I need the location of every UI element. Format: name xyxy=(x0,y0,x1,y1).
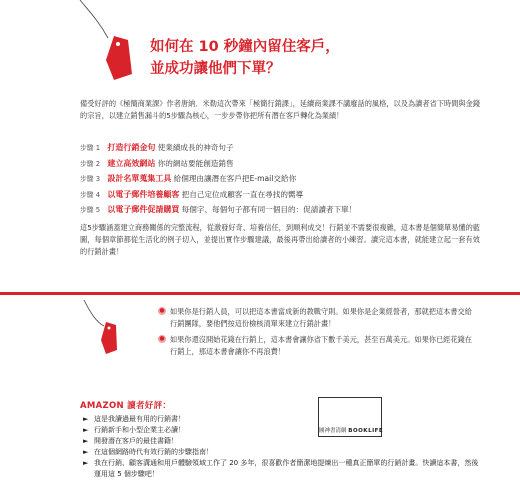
section-divider xyxy=(0,292,520,295)
step-item xyxy=(80,202,500,218)
audience-bullet xyxy=(158,334,478,358)
circle-bullet-icon: ● xyxy=(159,335,165,342)
triangle-bullet-icon: ► xyxy=(83,437,89,445)
review-item xyxy=(82,425,482,436)
reviews-list xyxy=(82,414,482,480)
badge-booklife-text: BOOKLIFE xyxy=(348,428,384,434)
review-text: 我在行銷、顧客溝通和用戶體驗領域工作了 20 多年，很喜歡作者簡潔地提煉出一種真正簡單的行銷計畫。快讀這本書，然後運用這 5 個步驟吧！ xyxy=(94,459,479,478)
step-number: 步驟 4 xyxy=(80,190,101,199)
step-item xyxy=(80,140,500,156)
triangle-bullet-icon: ► xyxy=(83,459,89,467)
step-item xyxy=(80,187,500,203)
headline xyxy=(150,36,490,80)
audience-bullet-text: 如果你是行銷人員，可以把這本書當成新的教戰守則。如果你是企業經營者，那就把這本書交給行銷團隊，要他們按這份檢核清單來建立行銷計畫！ xyxy=(170,307,472,328)
step-keyword: 建立高效網站 xyxy=(107,158,156,168)
review-item xyxy=(82,436,482,447)
closing-paragraph: 這5步驟涵蓋建立商務關係的完整流程，從激發好奇、培養信任，到順利成交！行銷並不需要很複雜，這本書是個簡單易懂的藍圖，每個章節都從生活化的例子切入，並提出實作步驟建議，最後再帶出給讀者的小練習。讀完這本書，就能建立起一套有效的行銷計畫！ xyxy=(80,223,480,256)
step-description: 你的網站要能創造銷售 xyxy=(157,158,234,168)
step-keyword: 設計名單蒐集工具 xyxy=(107,174,172,183)
step-number: 步驟 1 xyxy=(80,144,101,152)
audience-bullets xyxy=(158,306,478,362)
headline-line-1: 如何在 10 秒鐘內留住客戶， xyxy=(150,39,340,55)
step-number: 步驟 5 xyxy=(80,206,101,214)
review-item xyxy=(82,414,482,425)
tag-string xyxy=(78,0,118,40)
triangle-bullet-icon: ► xyxy=(83,426,89,434)
step-item xyxy=(80,156,500,172)
step-description: 每個字、每個句子都有同一個目的：促請讀者下單！ xyxy=(181,205,357,214)
review-text: 開發潛在客戶的最佳書籍！ xyxy=(94,437,178,445)
step-keyword: 打造行銷金句 xyxy=(107,143,156,152)
circle-bullet-icon: ● xyxy=(159,307,165,314)
intro-paragraph: 備受好評的《極簡商業課》作者唐納．米勒這次帶來「極簡行銷課」，延續商業課不講廢話的風格，以及為讀者省下時間與金錢的宗旨，以建立銷售漏斗的5步驟為核心，一步步帶你把所有潛在客戶轉化為業績！ xyxy=(80,99,480,120)
step-item xyxy=(80,171,500,187)
review-item xyxy=(82,447,482,458)
triangle-bullet-icon: ► xyxy=(83,448,89,456)
triangle-bullet-icon: ► xyxy=(83,415,89,423)
review-item xyxy=(82,458,482,480)
badge-left-text: 圖神書清網 xyxy=(319,428,347,434)
review-text: 這是我讀過最有用的行銷書！ xyxy=(94,415,185,423)
review-text: 在這個網路時代有效行銷的步驟指南！ xyxy=(94,448,213,456)
step-keyword: 以電子郵件促請購買 xyxy=(107,205,180,214)
steps-list xyxy=(80,140,500,218)
sale-tag-icon xyxy=(100,322,118,354)
amazon-reviews-title: AMAZON 讀者好評： xyxy=(80,401,172,411)
step-number: 步驟 3 xyxy=(80,175,101,183)
review-text: 行銷新手和小型企業主必讀！ xyxy=(94,426,185,434)
audience-bullet xyxy=(158,306,478,330)
audience-bullet-text: 如果你還沒開始花錢在行銷上，這本書會讓你省下數千美元，甚至百萬美元。如果你已經花錢在行銷上，那這本書會讓你不再浪費！ xyxy=(170,335,472,356)
sale-tag-icon xyxy=(104,36,134,80)
step-description: 給個理由讓潛在客戶把E-mail交給你 xyxy=(173,174,297,183)
step-description: 把自己定位成顧客一直在尋找的嚮導 xyxy=(181,189,304,199)
headline-line-2: 並成功讓他們下單？ xyxy=(150,61,281,77)
step-description: 使業績成長的神奇句子 xyxy=(157,143,234,152)
step-number: 步驟 2 xyxy=(80,159,101,168)
step-keyword: 以電子郵件培養顧客 xyxy=(107,189,180,199)
